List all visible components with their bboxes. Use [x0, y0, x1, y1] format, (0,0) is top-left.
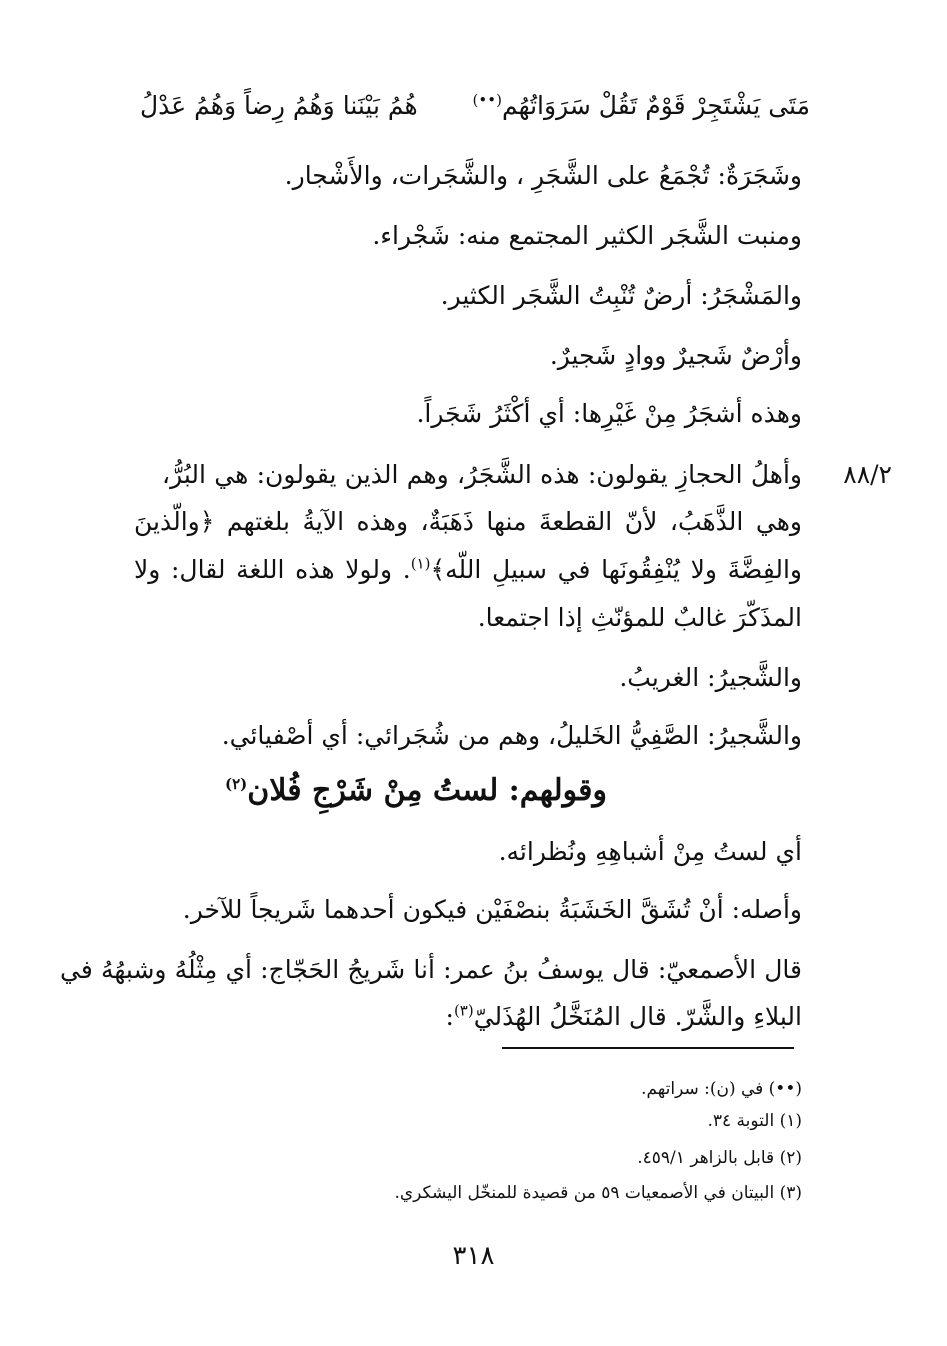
page-number: ٣١٨ [452, 1241, 495, 1271]
paragraph-line-rest: . ولولا هذه اللغة لقال: ولا [134, 555, 411, 584]
text-line: وأصله: أنْ تُشَقَّ الخَشَبَةُ بنصْفَيْن فيكون أحدهما شَريجاً للآخر. [182, 895, 802, 924]
paragraph-line [446, 997, 803, 1037]
text-line: والمَشْجَرُ: أرضٌ تُنْبِتُ الشَّجَر الكثير. [440, 281, 802, 310]
footnote-divider [502, 1047, 794, 1049]
paragraph-line: المذَكّرَ غالبٌ للمؤنّثِ إذا اجتمعا. [477, 603, 802, 632]
text-line: وأرْضٌ شَجيرٌ ووادٍ شَجيرٌ. [549, 341, 802, 370]
section-heading-text: وقولهم: لستُ مِنْ شَرْجِ فُلان [247, 773, 607, 808]
paragraph-line [134, 550, 802, 590]
verse-first-text: مَتَى يَشْتَجِرْ قَوْمٌ تَقُلْ سَرَوَاتُهُم [501, 91, 810, 120]
paragraph-line: وأهلُ الحجازِ يقولون: هذه الشَّجَرُ، وهم الذين يقولون: هي البُرُّ، [162, 460, 802, 489]
paragraph-line: قال الأصمعيّ: قال يوسفُ بنُ عمر: أنا شَريجُ الحَجّاج: أي مِثْلُهُ وشبهُهُ في [60, 955, 802, 984]
paragraph-line-tail: : [445, 1002, 454, 1031]
verse-second-hemistich: هُمُ بَيْنَنا وَهُمُ رِضاً وَهُمُ عَدْلُ [140, 91, 418, 120]
footnote: (٣) البيتان في الأصمعيات ٥٩ من قصيدة للمنخّل اليشكري. [394, 1183, 802, 1203]
text-line: والشَّجيرُ: الغريبُ. [619, 663, 802, 692]
margin-page-reference: ٨٨/٢ [843, 460, 892, 489]
paragraph-line: وهي الذَّهَبُ، لأنّ القطعةَ منها ذَهَبَةٌ، وهذه الآيةُ بلغتهم ﴿والّذينَ [134, 507, 802, 536]
text-line: أي لستُ مِنْ أشباهِهِ ونُظرائه. [498, 837, 802, 866]
text-line: وشَجَرَةٌ: تُجْمَعُ على الشَّجَرِ ، والشَّجَرات، والأَشْجار. [284, 161, 802, 190]
footnote: (٢) قابل بالزاهر ٤٥٩/١. [637, 1148, 802, 1168]
text-line: ومنبت الشَّجَر الكثير المجتمع منه: شَجْراء. [372, 221, 802, 250]
section-heading [225, 768, 607, 814]
text-line: والشَّجيرُ: الصَّفِيُّ الخَليلُ، وهم من شُجَرائي: أي أصْفيائي. [221, 721, 802, 750]
footnote-ref: (٣) [453, 1001, 474, 1020]
paragraph-line-text: البلاءِ والشَّرّ. قال المُنَخَّلُ الهُذَليّ [473, 1002, 802, 1031]
footnote: (١) التوبة ٣٤. [707, 1111, 802, 1131]
quran-quote: والفِضَّةَ ولا يُنْفِقُونَها في سبيلِ اللّه﴾ [430, 555, 802, 584]
footnote: (••) في (ن): سراتهم. [641, 1079, 802, 1099]
verse-first-hemistich: مَتَى يَشْتَجِرْ قَوْمٌ تَقُلْ سَرَوَاتُهُم(••) [473, 86, 810, 126]
footnote-ref: (١) [410, 554, 431, 573]
text-line: وهذه أشجَرُ مِنْ غَيْرِها: أي أكْثَرُ شَجَراً. [416, 399, 802, 428]
footnote-ref: (٢) [225, 775, 248, 793]
verse-line [140, 86, 810, 126]
